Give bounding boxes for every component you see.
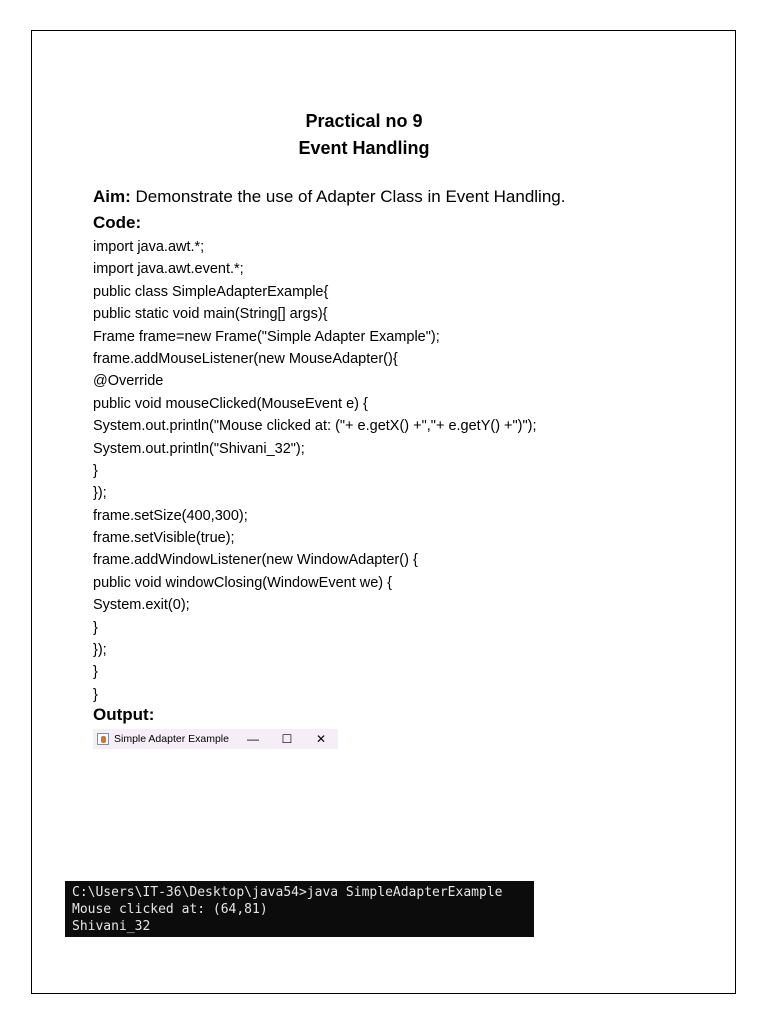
- code-line: System.exit(0);: [93, 597, 190, 614]
- code-line: }: [93, 686, 98, 703]
- code-line: public void mouseClicked(MouseEvent e) {: [93, 395, 368, 412]
- maximize-button[interactable]: ☐: [281, 732, 293, 746]
- code-line: frame.setVisible(true);: [93, 530, 235, 547]
- code-line: }: [93, 462, 98, 479]
- code-line: });: [93, 485, 107, 502]
- console-line: Shivani_32: [72, 919, 151, 934]
- code-line: @Override: [93, 373, 164, 390]
- frame-title: Simple Adapter Example: [114, 733, 229, 745]
- code-line: System.out.println("Shivani_32");: [93, 440, 305, 457]
- aim-label: Aim:: [93, 187, 131, 206]
- output-label: Output:: [93, 705, 155, 724]
- code-label: Code:: [93, 213, 142, 232]
- console-line: Mouse clicked at: (64,81): [72, 902, 268, 917]
- code-line: });: [93, 642, 107, 659]
- code-line: Frame frame=new Frame("Simple Adapter Example");: [93, 328, 440, 345]
- minimize-button[interactable]: —: [247, 732, 259, 746]
- close-button[interactable]: ✕: [315, 732, 327, 746]
- code-line: import java.awt.*;: [93, 239, 205, 255]
- aim-statement: [93, 187, 565, 207]
- code-line: frame.addMouseListener(new MouseAdapter(){: [93, 350, 398, 367]
- frame-title-bar: [93, 729, 338, 749]
- practical-title: Practical no 9: [305, 111, 423, 131]
- code-line: public class SimpleAdapterExample{: [93, 283, 329, 300]
- code-line: }: [93, 619, 98, 636]
- console-output: [65, 881, 534, 937]
- code-line: public static void main(String[] args){: [93, 306, 328, 323]
- java-icon: [97, 733, 109, 745]
- code-listing: [93, 236, 537, 706]
- code-line: frame.addWindowListener(new WindowAdapter() {: [93, 552, 418, 569]
- practical-subtitle: Event Handling: [298, 138, 430, 158]
- code-line: import java.awt.event.*;: [93, 261, 244, 278]
- console-line: C:\Users\IT-36\Desktop\java54>java SimpleAdapterExample: [72, 885, 503, 900]
- code-line: }: [93, 664, 98, 681]
- aim-text: Demonstrate the use of Adapter Class in Event Handling.: [130, 187, 566, 206]
- code-line: frame.setSize(400,300);: [93, 507, 248, 524]
- code-line: System.out.println("Mouse clicked at: ("+ e.getX() +","+ e.getY() +")");: [93, 418, 537, 435]
- code-line: public void windowClosing(WindowEvent we) {: [93, 574, 392, 591]
